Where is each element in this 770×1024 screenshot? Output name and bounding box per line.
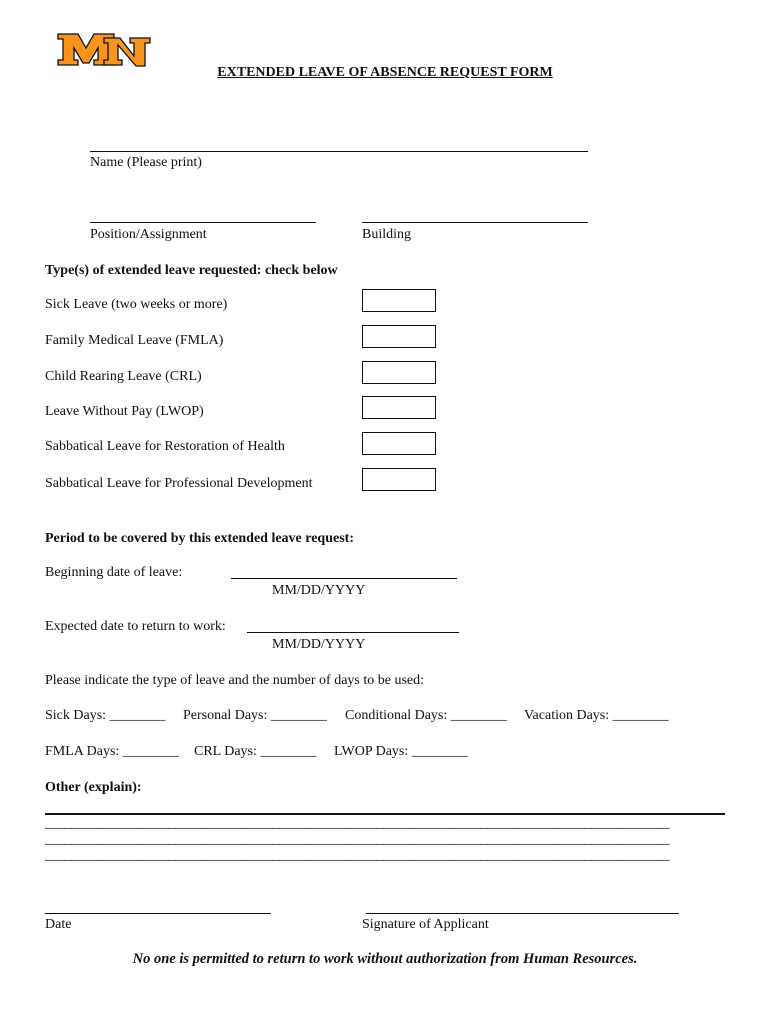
building-field-line[interactable] bbox=[362, 222, 588, 223]
begin-date-label: Beginning date of leave: bbox=[45, 565, 183, 580]
vacation-days-field[interactable]: Vacation Days: ________ bbox=[524, 708, 669, 723]
period-heading: Period to be covered by this extended leave request: bbox=[45, 531, 354, 546]
other-top-rule bbox=[45, 813, 725, 815]
signature-field-line[interactable] bbox=[366, 913, 679, 914]
days-instruction: Please indicate the type of leave and the number of days to be used: bbox=[45, 673, 425, 688]
checkbox-lwop[interactable] bbox=[362, 396, 436, 419]
return-date-format: MM/DD/YYYY bbox=[272, 637, 366, 652]
signature-label: Signature of Applicant bbox=[362, 917, 489, 932]
checkbox-sick-leave[interactable] bbox=[362, 289, 436, 312]
leave-type-lwop: Leave Without Pay (LWOP) bbox=[45, 404, 204, 419]
leave-type-fmla: Family Medical Leave (FMLA) bbox=[45, 333, 224, 348]
checkbox-sabbatical-professional[interactable] bbox=[362, 468, 436, 491]
conditional-days-field[interactable]: Conditional Days: ________ bbox=[345, 708, 507, 723]
lwop-days-field[interactable]: LWOP Days: ________ bbox=[334, 744, 468, 759]
other-line-3[interactable]: ________________________________________________________________________________________________ bbox=[45, 848, 669, 863]
begin-date-field-line[interactable] bbox=[231, 578, 457, 579]
position-label: Position/Assignment bbox=[90, 227, 207, 242]
date-field-line[interactable] bbox=[45, 913, 271, 914]
building-label: Building bbox=[362, 227, 412, 242]
school-logo bbox=[56, 30, 152, 70]
fmla-days-field[interactable]: FMLA Days: ________ bbox=[45, 744, 179, 759]
leave-type-crl: Child Rearing Leave (CRL) bbox=[45, 369, 202, 384]
checkbox-fmla[interactable] bbox=[362, 325, 436, 348]
leave-type-sabbatical-professional: Sabbatical Leave for Professional Development bbox=[45, 476, 313, 491]
return-date-label: Expected date to return to work: bbox=[45, 619, 226, 634]
crl-days-field[interactable]: CRL Days: ________ bbox=[194, 744, 317, 759]
other-explain-label: Other (explain): bbox=[45, 780, 142, 795]
footer-note: No one is permitted to return to work without authorization from Human Resources. bbox=[132, 951, 638, 967]
leave-types-heading: Type(s) of extended leave requested: check below bbox=[45, 263, 338, 278]
other-line-1[interactable]: ________________________________________________________________________________________________ bbox=[45, 816, 669, 831]
form-title: EXTENDED LEAVE OF ABSENCE REQUEST FORM bbox=[217, 65, 553, 80]
name-label: Name (Please print) bbox=[90, 155, 202, 170]
begin-date-format: MM/DD/YYYY bbox=[272, 583, 366, 598]
leave-type-sabbatical-health: Sabbatical Leave for Restoration of Health bbox=[45, 439, 285, 454]
position-field-line[interactable] bbox=[90, 222, 316, 223]
checkbox-crl[interactable] bbox=[362, 361, 436, 384]
name-field-line[interactable] bbox=[90, 151, 588, 152]
checkbox-sabbatical-health[interactable] bbox=[362, 432, 436, 455]
return-date-field-line[interactable] bbox=[247, 632, 459, 633]
leave-type-sick: Sick Leave (two weeks or more) bbox=[45, 297, 228, 312]
sick-days-field[interactable]: Sick Days: ________ bbox=[45, 708, 166, 723]
date-label: Date bbox=[45, 917, 72, 932]
personal-days-field[interactable]: Personal Days: ________ bbox=[183, 708, 327, 723]
other-line-2[interactable]: ________________________________________________________________________________________________ bbox=[45, 832, 669, 847]
